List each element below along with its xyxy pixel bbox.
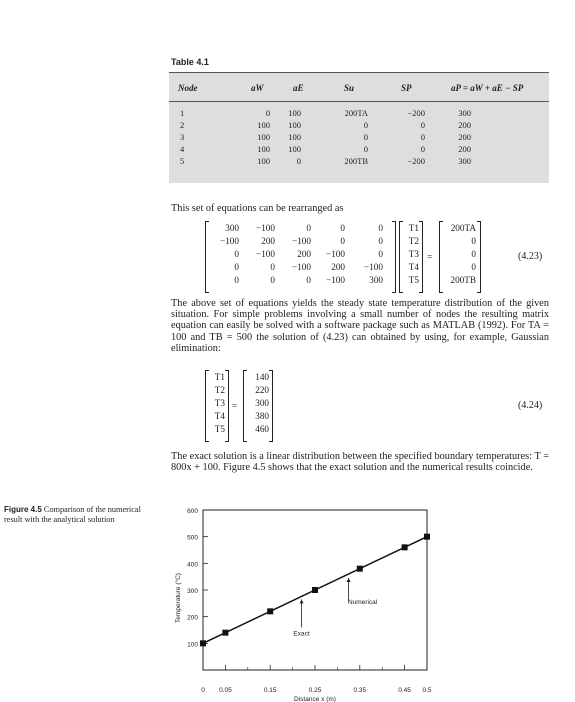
x-axis-label: Distance x (m) <box>294 696 336 702</box>
matrix-entry: 0 <box>270 275 275 285</box>
table-cell: 0 <box>265 108 270 118</box>
matrix-entry: −100 <box>292 236 311 246</box>
solution-entry: 380 <box>255 411 269 421</box>
matrix-entry: 0 <box>340 223 345 233</box>
numerical-point <box>424 534 430 540</box>
numerical-point <box>200 640 206 646</box>
table-cell: 100 <box>288 144 301 154</box>
table-cell: 100 <box>257 120 270 130</box>
header-ae: aE <box>293 83 304 93</box>
table-cell: 0 <box>420 132 425 142</box>
table-header <box>169 72 549 102</box>
x-tick-label: 0.5 <box>422 687 432 694</box>
table-cell: 100 <box>288 120 301 130</box>
header-su: Su <box>344 83 355 93</box>
header-ap: aP = aW + aE − SP <box>451 83 524 93</box>
numerical-point <box>357 566 363 572</box>
unknown-entry: T4 <box>214 411 225 421</box>
header-aw: aW <box>251 83 264 93</box>
table-cell: 2 <box>180 120 185 130</box>
table-cell: 200 <box>458 120 471 130</box>
table-cell: 0 <box>363 144 368 154</box>
rhs-entry: 0 <box>471 262 476 272</box>
table-cell: 0 <box>296 156 301 166</box>
unknown-entry: T3 <box>214 398 225 408</box>
table-4-1 <box>169 72 549 183</box>
table-cell: 0 <box>420 144 425 154</box>
unknown-entry: T4 <box>408 262 419 272</box>
x-tick-label: 0.05 <box>219 687 232 694</box>
matrix-entry: 300 <box>369 275 383 285</box>
table-cell: 300 <box>458 108 471 118</box>
x-tick-label: 0.15 <box>263 687 277 694</box>
y-tick-label: 400 <box>187 561 198 569</box>
unknown-entry: T1 <box>408 223 419 233</box>
numerical-point <box>267 608 273 614</box>
solution-entry: 140 <box>255 372 269 382</box>
exact-annotation: Exact <box>293 630 310 638</box>
matrix-entry: 200 <box>261 236 275 246</box>
y-tick-label: 200 <box>187 614 198 622</box>
table-cell: 200 <box>458 132 471 142</box>
table-title: Table 4.1 <box>171 57 209 67</box>
unknown-entry: T3 <box>408 249 419 259</box>
matrix-entry: 300 <box>225 223 239 233</box>
coefficient-matrix <box>211 223 391 289</box>
table-cell: 200 <box>458 144 471 154</box>
table-cell: 200TA <box>344 108 368 118</box>
table-cell: 5 <box>180 156 185 166</box>
rhs-entry: 0 <box>471 249 476 259</box>
y-tick-label: 300 <box>187 588 198 595</box>
x-tick-label: 0.45 <box>398 687 411 694</box>
header-node: Node <box>178 83 198 93</box>
rhs-entry: 0 <box>471 236 476 246</box>
paragraph-2: The above set of equations yields the steady state temperature distribution of the given situation. For simple problems involving a small number of nodes the resulting matrix equation can easily be solved with a software package such as MATLAB (1992). For TA = 100 and TB = 500 the solution of (4.23) can obtained by using, for example, Gaussian elimination: <box>171 298 549 354</box>
unknown-entry: T5 <box>214 424 225 434</box>
rhs-entry: 200TB <box>450 275 476 285</box>
matrix-entry: 0 <box>378 223 383 233</box>
matrix-entry: 0 <box>270 262 275 272</box>
figure-label: Figure 4.5 <box>4 505 42 514</box>
y-tick-label: 500 <box>187 534 198 542</box>
unknown-entry: T1 <box>214 372 225 382</box>
solution-entry: 460 <box>255 424 269 434</box>
table-cell: 0 <box>363 132 368 142</box>
table-cell: 100 <box>257 132 270 142</box>
table-cell: 100 <box>257 144 270 154</box>
unknown-entry: T2 <box>408 236 419 246</box>
numerical-annotation: Numerical <box>347 599 378 606</box>
matrix-entry: −100 <box>256 223 275 233</box>
numerical-arrow-head <box>347 578 351 582</box>
paragraph-1: This set of equations can be rearranged as <box>171 203 344 214</box>
unknown-vector <box>403 223 419 289</box>
equation-4-24: T1 T2 T3 T4 T5 = 140 220 300 380 460 (4.24) <box>205 370 550 442</box>
x-tick-label: 0.25 <box>308 687 322 694</box>
matrix-entry: −100 <box>292 262 311 272</box>
table-cell: 1 <box>180 108 185 118</box>
matrix-entry: −100 <box>326 249 345 259</box>
figure-caption-text: Comparison of the numerical result with the analytical solution <box>4 505 141 524</box>
table-cell: 100 <box>288 108 301 118</box>
table-cell: −200 <box>407 156 425 166</box>
matrix-entry: 0 <box>234 275 239 285</box>
matrix-entry: −100 <box>256 249 275 259</box>
equation-number: (4.23) <box>518 251 543 262</box>
equation-4-23: 300 −100 0 0 0 −100 200 −100 0 0 0 −100 200 −100 0 0 0 −100 200 −100 0 0 0 −100 300 T1 T2 T3 T4 T5 = 200TA 0 0 0 200TB (4.23) <box>205 221 550 293</box>
matrix-entry: −100 <box>220 236 239 246</box>
matrix-entry: 0 <box>378 249 383 259</box>
solution-entry: 220 <box>255 385 269 395</box>
table-cell: 0 <box>420 120 425 130</box>
comparison-chart <box>160 500 450 702</box>
table-cell: 100 <box>288 132 301 142</box>
unknown-vector <box>209 372 225 438</box>
y-tick-label: 100 <box>187 641 198 649</box>
rhs-entry: 200TA <box>450 223 476 233</box>
unknown-entry: T5 <box>408 275 419 285</box>
equation-number: (4.24) <box>518 400 543 411</box>
matrix-entry: 0 <box>306 223 311 233</box>
header-sp: SP <box>401 83 412 93</box>
matrix-entry: 0 <box>378 236 383 246</box>
table-cell: 3 <box>180 132 185 142</box>
numerical-point <box>222 630 228 636</box>
solution-vector <box>247 372 269 438</box>
rhs-vector <box>442 223 476 289</box>
matrix-entry: 0 <box>234 249 239 259</box>
x-tick-label: 0.35 <box>353 687 367 694</box>
numerical-point <box>402 544 408 550</box>
matrix-entry: −100 <box>326 275 345 285</box>
x-tick-label: 0 <box>201 687 205 694</box>
matrix-entry: 0 <box>340 236 345 246</box>
table-cell: 200TB <box>344 156 368 166</box>
matrix-entry: 0 <box>306 275 311 285</box>
matrix-entry: 200 <box>297 249 311 259</box>
table-cell: 100 <box>257 156 270 166</box>
matrix-entry: −100 <box>364 262 383 272</box>
matrix-entry: 0 <box>234 262 239 272</box>
y-axis-label: Temperature (°C) <box>175 573 182 623</box>
paragraph-3: The exact solution is a linear distribution between the specified boundary temperatures: T = 800x + 100. Figure 4.5 shows that the exact solution and the numerical results coincide. <box>171 451 549 474</box>
table-cell: 4 <box>180 144 185 154</box>
table-cell: 300 <box>458 156 471 166</box>
figure-caption <box>4 505 154 525</box>
table-cell: 0 <box>363 120 368 130</box>
unknown-entry: T2 <box>214 385 225 395</box>
y-tick-label: 600 <box>187 508 198 515</box>
numerical-point <box>312 587 318 593</box>
exact-arrow-head <box>300 599 304 603</box>
table-cell: −200 <box>407 108 425 118</box>
solution-entry: 300 <box>255 398 269 408</box>
matrix-entry: 200 <box>331 262 345 272</box>
